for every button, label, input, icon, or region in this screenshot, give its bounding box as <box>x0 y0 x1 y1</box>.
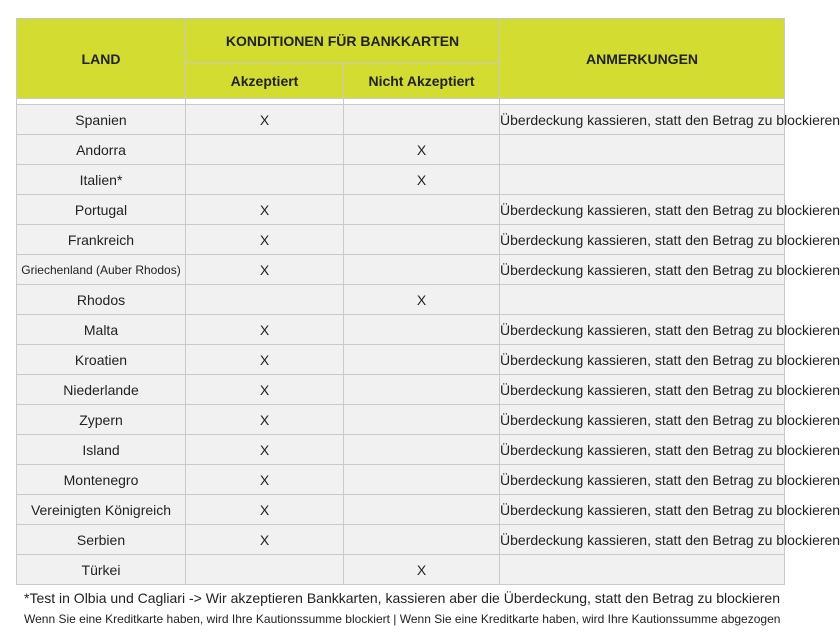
note-cell: Überdeckung kassieren, statt den Betrag zu blockieren <box>500 435 785 465</box>
table-row <box>17 135 785 165</box>
table-row <box>17 555 785 585</box>
note-cell: Überdeckung kassieren, statt den Betrag zu blockieren <box>500 225 785 255</box>
note-cell <box>500 555 785 585</box>
not-accepted-cell: X <box>344 135 500 165</box>
disclaimer: Wenn Sie eine Kreditkarte haben, wird Ihre Kautionssumme blockiert | Wenn Sie eine Kreditkarte haben, wird Ihre Kautionssumme abgezogen <box>24 612 781 626</box>
country-cell: Vereinigten Königreich <box>17 495 186 525</box>
table-row <box>17 225 785 255</box>
note-cell <box>500 285 785 315</box>
not-accepted-cell <box>344 105 500 135</box>
note-cell: Überdeckung kassieren, statt den Betrag zu blockieren <box>500 465 785 495</box>
note-cell <box>500 165 785 195</box>
not-accepted-cell <box>344 195 500 225</box>
not-accepted-cell <box>344 375 500 405</box>
accepted-cell: X <box>186 375 344 405</box>
note-cell: Überdeckung kassieren, statt den Betrag zu blockieren <box>500 195 785 225</box>
not-accepted-cell <box>344 495 500 525</box>
table-row <box>17 255 785 285</box>
accepted-cell: X <box>186 105 344 135</box>
table-row <box>17 405 785 435</box>
not-accepted-cell: X <box>344 555 500 585</box>
column-header-land: LAND <box>17 19 186 99</box>
not-accepted-cell <box>344 465 500 495</box>
country-cell: Serbien <box>17 525 186 555</box>
not-accepted-cell <box>344 435 500 465</box>
column-header-notes: ANMERKUNGEN <box>500 19 785 99</box>
table-row <box>17 165 785 195</box>
country-cell: Zypern <box>17 405 186 435</box>
accepted-cell <box>186 135 344 165</box>
note-cell <box>500 135 785 165</box>
country-cell: Montenegro <box>17 465 186 495</box>
not-accepted-cell <box>344 405 500 435</box>
not-accepted-cell <box>344 345 500 375</box>
note-cell: Überdeckung kassieren, statt den Betrag zu blockieren <box>500 255 785 285</box>
country-cell: Kroatien <box>17 345 186 375</box>
country-cell: Malta <box>17 315 186 345</box>
accepted-cell: X <box>186 255 344 285</box>
accepted-cell: X <box>186 225 344 255</box>
accepted-cell <box>186 285 344 315</box>
column-header-accepted: Akzeptiert <box>186 64 344 99</box>
country-cell: Frankreich <box>17 225 186 255</box>
country-cell: Spanien <box>17 105 186 135</box>
not-accepted-cell <box>344 315 500 345</box>
accepted-cell: X <box>186 465 344 495</box>
country-cell: Andorra <box>17 135 186 165</box>
note-cell: Überdeckung kassieren, statt den Betrag zu blockieren <box>500 105 785 135</box>
country-cell: Rhodos <box>17 285 186 315</box>
country-cell: Island <box>17 435 186 465</box>
accepted-cell <box>186 165 344 195</box>
accepted-cell: X <box>186 525 344 555</box>
note-cell: Überdeckung kassieren, statt den Betrag zu blockieren <box>500 345 785 375</box>
not-accepted-cell <box>344 225 500 255</box>
table-row <box>17 525 785 555</box>
footnote: *Test in Olbia und Cagliari -> Wir akzeptieren Bankkarten, kassieren aber die Überdeckung, statt den Betrag zu blockieren <box>24 590 781 606</box>
not-accepted-cell <box>344 255 500 285</box>
column-header-not-accepted: Nicht Akzeptiert <box>344 64 500 99</box>
table-row <box>17 195 785 225</box>
table-row <box>17 495 785 525</box>
country-cell: Portugal <box>17 195 186 225</box>
not-accepted-cell: X <box>344 165 500 195</box>
note-cell: Überdeckung kassieren, statt den Betrag zu blockieren <box>500 375 785 405</box>
accepted-cell: X <box>186 195 344 225</box>
column-header-conditions: KONDITIONEN FÜR BANKKARTEN <box>186 19 500 64</box>
country-cell: Türkei <box>17 555 186 585</box>
note-cell: Überdeckung kassieren, statt den Betrag zu blockieren <box>500 525 785 555</box>
table-row <box>17 105 785 135</box>
not-accepted-cell <box>344 525 500 555</box>
note-cell: Überdeckung kassieren, statt den Betrag zu blockieren <box>500 495 785 525</box>
table-body <box>17 99 840 585</box>
table-row <box>17 465 785 495</box>
table-row <box>17 435 785 465</box>
note-cell: Überdeckung kassieren, statt den Betrag zu blockieren <box>500 315 785 345</box>
table-row <box>17 375 785 405</box>
not-accepted-cell: X <box>344 285 500 315</box>
table-row <box>17 345 785 375</box>
country-cell: Italien* <box>17 165 186 195</box>
accepted-cell <box>186 555 344 585</box>
note-cell: Überdeckung kassieren, statt den Betrag zu blockieren <box>500 405 785 435</box>
country-cell: Griechenland (Auber Rhodos) <box>17 255 186 285</box>
table-row <box>17 315 785 345</box>
accepted-cell: X <box>186 495 344 525</box>
accepted-cell: X <box>186 345 344 375</box>
accepted-cell: X <box>186 315 344 345</box>
country-cell: Niederlande <box>17 375 186 405</box>
table-row <box>17 285 785 315</box>
accepted-cell: X <box>186 405 344 435</box>
bank-card-conditions-table <box>16 18 840 585</box>
accepted-cell: X <box>186 435 344 465</box>
